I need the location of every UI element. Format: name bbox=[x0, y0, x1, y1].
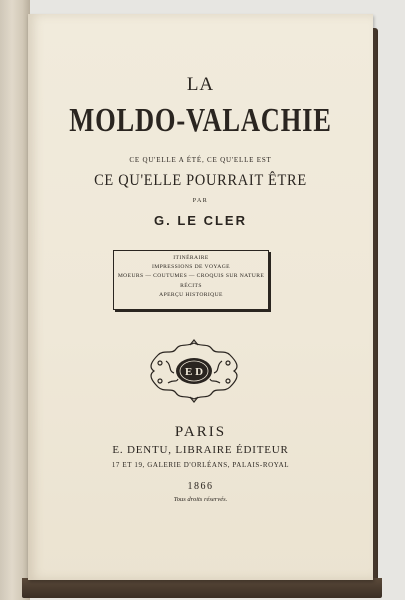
book-spine bbox=[0, 0, 30, 600]
publisher-vignette bbox=[146, 339, 242, 403]
contents-line: RÉCITS bbox=[180, 282, 202, 289]
book-title: MOLDO-VALACHIE bbox=[69, 102, 332, 139]
contents-line: MOEURS — COUTUMES — CROQUIS SUR NATURE bbox=[117, 273, 265, 280]
contents-line: APERÇU HISTORIQUE bbox=[159, 291, 223, 298]
author-name: G. LE CLER bbox=[154, 213, 247, 228]
contents-box bbox=[113, 250, 269, 310]
monogram-letters: E D bbox=[184, 366, 204, 378]
subtitle-large: CE QU'ELLE POURRAIT ÊTRE bbox=[94, 172, 307, 189]
publisher-address: 17 ET 19, GALERIE D'ORLÉANS, PALAIS-ROYAL bbox=[111, 461, 290, 469]
book-cover-bottom bbox=[22, 578, 382, 598]
contents-line: IMPRESSIONS DE VOYAGE bbox=[152, 264, 230, 271]
contents-line: ITINÉRAIRE bbox=[173, 255, 209, 261]
rights-notice: Tous droits réservés. bbox=[173, 496, 228, 503]
publication-year: 1866 bbox=[187, 481, 214, 492]
subtitle-small: CE QU'ELLE A ÉTÉ, CE QU'ELLE EST bbox=[129, 156, 272, 164]
by-label: PAR bbox=[192, 198, 209, 204]
title-page bbox=[28, 14, 373, 580]
title-article: LA bbox=[186, 74, 215, 95]
publisher-name: E. DENTU, LIBRAIRE ÉDITEUR bbox=[112, 444, 289, 456]
imprint-city: PARIS bbox=[174, 424, 227, 440]
